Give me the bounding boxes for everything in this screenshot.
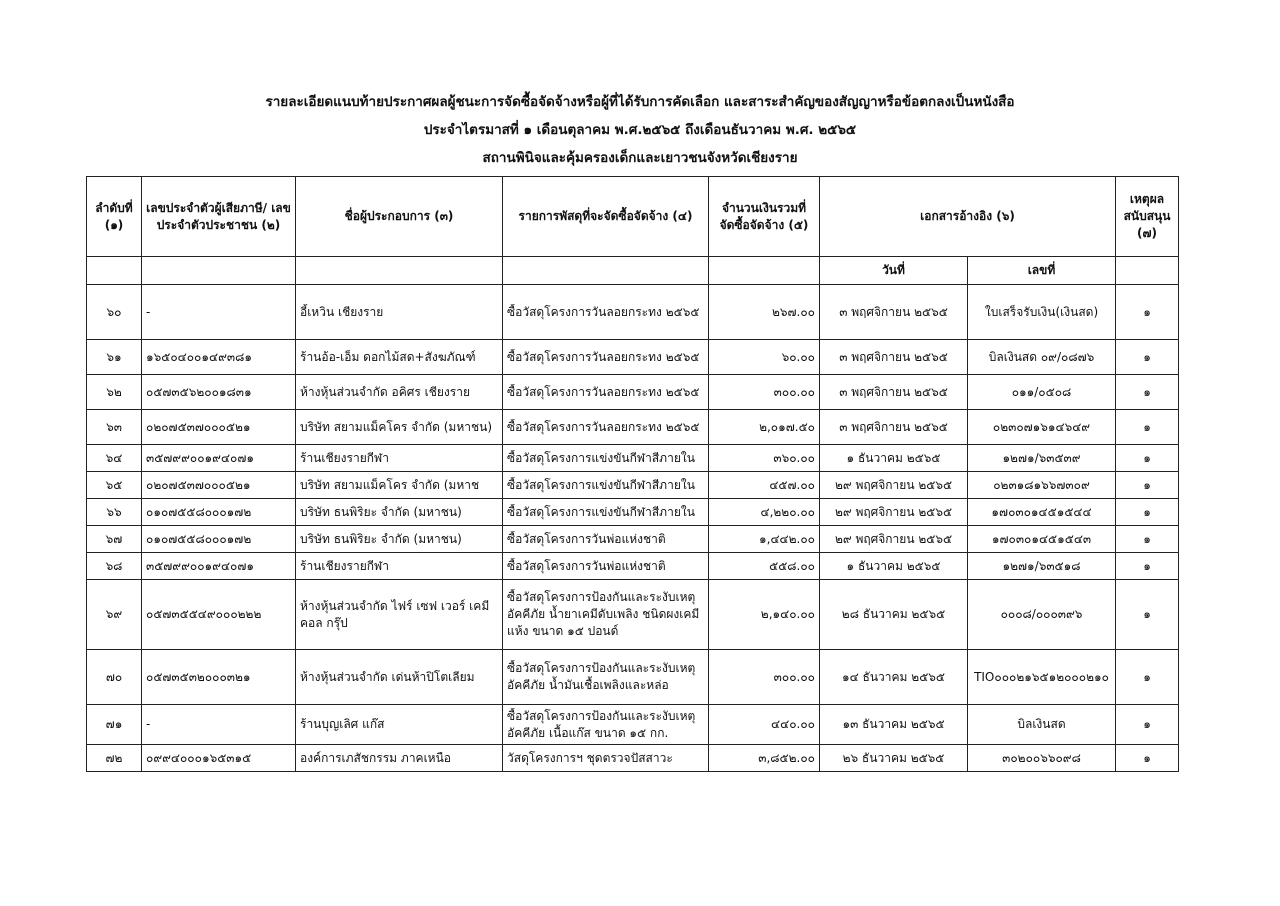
row-item-text: ซื้อวัสดุโครงการป้องกันและระงับเหตุอัคคีภัย น้ำยาเคมีดับเพลิง ชนิดผงเคมีแห้ง ขนาด ๑๕ ปอนด์ bbox=[507, 590, 700, 638]
row-ref-text: TIO๐๐๐๒๑๖๕๑๒๐๐๐๒๑๐ bbox=[974, 669, 1109, 684]
row-date bbox=[820, 650, 968, 705]
row-reason-text: ๑ bbox=[1143, 419, 1151, 434]
row-ref bbox=[968, 580, 1116, 650]
table-row bbox=[87, 340, 1179, 375]
header-blank bbox=[503, 257, 709, 285]
row-date-text: ๒๙ พฤศจิกายน ๒๕๖๕ bbox=[834, 477, 953, 492]
row-ref bbox=[968, 340, 1116, 375]
row-no-text: ๗๒ bbox=[105, 750, 123, 765]
header-reference: เอกสารอ้างอิง (๖) bbox=[820, 177, 1116, 257]
row-item-text: ซื้อวัสดุโครงการแข่งขันกีฬาสีภายใน bbox=[507, 504, 695, 519]
row-reason bbox=[1116, 553, 1179, 580]
row-vendor bbox=[296, 580, 503, 650]
row-no-text: ๖๖ bbox=[106, 504, 122, 519]
row-ref bbox=[968, 410, 1116, 445]
row-vendor bbox=[296, 375, 503, 410]
row-amount-text: ๓๐๐.๐๐ bbox=[773, 384, 815, 399]
row-amount-text: ๓,๘๕๒.๐๐ bbox=[758, 750, 815, 765]
row-ref bbox=[968, 472, 1116, 499]
row-no bbox=[87, 472, 142, 499]
row-ref bbox=[968, 745, 1116, 772]
row-reason bbox=[1116, 745, 1179, 772]
header-item: รายการพัสดุที่จะจัดซื้อจัดจ้าง (๔) bbox=[503, 177, 709, 257]
row-no bbox=[87, 410, 142, 445]
row-vendor-text: ห้างหุ้นส่วนจำกัด ไฟร์ เซฟ เวอร์ เคมีคอล กรุ๊ป bbox=[300, 598, 490, 630]
row-no-text: ๗๐ bbox=[105, 669, 123, 684]
row-date-text: ๒๙ พฤศจิกายน ๒๕๖๕ bbox=[834, 504, 953, 519]
row-amount bbox=[709, 472, 820, 499]
row-reason bbox=[1116, 705, 1179, 745]
row-tax-id bbox=[142, 553, 296, 580]
row-item bbox=[503, 285, 709, 340]
header-reason: เหตุผลสนับสนุน (๗) bbox=[1116, 177, 1179, 257]
table-row bbox=[87, 580, 1179, 650]
row-vendor-text: องค์การเภสัชกรรม ภาคเหนือ bbox=[300, 750, 452, 765]
row-item bbox=[503, 375, 709, 410]
row-amount bbox=[709, 745, 820, 772]
row-amount-text: ๔๔๐.๐๐ bbox=[771, 717, 815, 731]
header-sub-number: เลขที่ bbox=[968, 257, 1116, 285]
row-tax-id-text: ๐๒๐๗๕๓๗๐๐๐๕๒๑ bbox=[146, 477, 251, 492]
row-date-text: ๑๔ ธันวาคม ๒๕๖๕ bbox=[842, 669, 945, 684]
row-date-text: ๑๓ ธันวาคม ๒๕๖๕ bbox=[842, 717, 945, 731]
row-tax-id-text: ๐๑๐๗๕๕๘๐๐๐๑๗๒ bbox=[146, 531, 252, 546]
row-ref-text: ๓๐๒๐๐๖๖๐๙๘ bbox=[1002, 750, 1081, 765]
row-vendor bbox=[296, 472, 503, 499]
row-amount-text: ๓๖๐.๐๐ bbox=[773, 450, 815, 465]
row-tax-id-text: ๓๕๗๙๙๐๐๑๙๔๐๗๑ bbox=[146, 450, 254, 465]
row-amount bbox=[709, 526, 820, 553]
row-ref bbox=[968, 445, 1116, 472]
row-ref-text: ๑๗๐๓๐๑๔๕๑๕๔๔ bbox=[991, 504, 1092, 519]
row-vendor-text: ร้านเชียงรายกีฬา bbox=[300, 450, 389, 465]
row-tax-id bbox=[142, 445, 296, 472]
row-vendor bbox=[296, 650, 503, 705]
document-title-block bbox=[0, 88, 1280, 172]
header-no: ลำดับที่ (๑) bbox=[87, 177, 142, 257]
row-tax-id bbox=[142, 499, 296, 526]
row-reason-text: ๑ bbox=[1143, 504, 1151, 519]
row-reason bbox=[1116, 375, 1179, 410]
table-row bbox=[87, 410, 1179, 445]
row-vendor bbox=[296, 553, 503, 580]
row-tax-id bbox=[142, 410, 296, 445]
row-amount-text: ๖๐.๐๐ bbox=[781, 349, 815, 364]
row-ref bbox=[968, 499, 1116, 526]
row-item bbox=[503, 410, 709, 445]
row-reason-text: ๑ bbox=[1143, 717, 1151, 731]
row-tax-id-text: ๐๕๗๓๕๓๒๐๐๐๓๒๑ bbox=[146, 669, 251, 684]
table-row bbox=[87, 375, 1179, 410]
row-no-text: ๖๘ bbox=[105, 558, 123, 573]
row-item-text: ซื้อวัสดุโครงการวันพ่อแห่งชาติ bbox=[507, 531, 666, 546]
table-body bbox=[87, 285, 1179, 772]
row-amount-text: ๔,๒๒๐.๐๐ bbox=[760, 504, 815, 519]
row-amount-text: ๒๖๗.๐๐ bbox=[771, 304, 815, 319]
row-reason bbox=[1116, 526, 1179, 553]
row-ref-text: ๐๒๓๐๗๑๖๑๔๖๔๙ bbox=[992, 419, 1091, 434]
row-reason bbox=[1116, 340, 1179, 375]
table-row bbox=[87, 705, 1179, 745]
row-amount bbox=[709, 375, 820, 410]
row-item-text: ซื้อวัสดุโครงการแข่งขันกีฬาสีภายใน bbox=[507, 450, 695, 465]
row-date bbox=[820, 499, 968, 526]
row-reason bbox=[1116, 472, 1179, 499]
row-reason-text: ๑ bbox=[1143, 450, 1151, 465]
row-amount bbox=[709, 499, 820, 526]
row-date-text: ๑ ธันวาคม ๒๕๖๕ bbox=[846, 450, 941, 465]
row-date bbox=[820, 745, 968, 772]
row-item bbox=[503, 340, 709, 375]
row-no bbox=[87, 553, 142, 580]
row-vendor bbox=[296, 705, 503, 745]
table-row bbox=[87, 472, 1179, 499]
row-item-text: ซื้อวัสดุโครงการวันลอยกระทง ๒๕๖๕ bbox=[507, 419, 700, 434]
row-item bbox=[503, 580, 709, 650]
row-tax-id bbox=[142, 375, 296, 410]
row-vendor-text: ร้านเชียงรายกีฬา bbox=[300, 558, 389, 573]
row-date bbox=[820, 340, 968, 375]
row-item bbox=[503, 445, 709, 472]
row-vendor bbox=[296, 745, 503, 772]
row-no bbox=[87, 340, 142, 375]
row-no bbox=[87, 285, 142, 340]
header-blank bbox=[296, 257, 503, 285]
row-tax-id-text: ๐๑๐๗๕๕๘๐๐๐๑๗๒ bbox=[146, 504, 252, 519]
row-date bbox=[820, 526, 968, 553]
row-no-text: ๖๓ bbox=[106, 419, 122, 434]
row-tax-id-text: ๐๕๗๓๕๕๔๙๐๐๐๒๒๒ bbox=[146, 607, 262, 621]
row-vendor-text: บริษัท สยามแม็คโคร จำกัด (มหาชน) bbox=[300, 419, 493, 434]
row-vendor bbox=[296, 445, 503, 472]
row-no-text: ๗๑ bbox=[105, 717, 123, 731]
row-date-text: ๒๘ ธันวาคม ๒๕๖๕ bbox=[841, 607, 946, 621]
row-ref-text: ๐๑๑/๐๕๐๘ bbox=[1011, 384, 1072, 399]
row-item bbox=[503, 745, 709, 772]
row-reason bbox=[1116, 499, 1179, 526]
row-item-text: ซื้อวัสดุโครงการวันลอยกระทง ๒๕๖๕ bbox=[507, 384, 700, 399]
row-no bbox=[87, 745, 142, 772]
row-no-text: ๖๑ bbox=[106, 349, 122, 364]
row-reason-text: ๑ bbox=[1143, 477, 1151, 492]
row-no-text: ๖๔ bbox=[105, 450, 123, 465]
row-date bbox=[820, 445, 968, 472]
row-no-text: ๖๙ bbox=[105, 607, 123, 621]
header-sub-date: วันที่ bbox=[820, 257, 968, 285]
procurement-table bbox=[86, 176, 1179, 772]
table-row bbox=[87, 285, 1179, 340]
row-tax-id bbox=[142, 745, 296, 772]
row-ref-text: ๐๐๐๘/๐๐๐๓๙๖ bbox=[1000, 607, 1083, 621]
row-date-text: ๓ พฤศจิกายน ๒๕๖๕ bbox=[839, 349, 948, 364]
row-date-text: ๒๙ พฤศจิกายน ๒๕๖๕ bbox=[834, 531, 953, 546]
row-date bbox=[820, 285, 968, 340]
row-amount bbox=[709, 580, 820, 650]
table-row bbox=[87, 745, 1179, 772]
row-no-text: ๖๐ bbox=[106, 304, 122, 319]
row-amount-text: ๓๐๐.๐๐ bbox=[773, 669, 815, 684]
header-tax-id: เลขประจำตัวผู้เสียภาษี/ เลขประจำตัวประชาชน (๒) bbox=[142, 177, 296, 257]
row-tax-id-text: ๐๒๐๗๕๓๗๐๐๐๕๒๑ bbox=[146, 419, 251, 434]
row-reason bbox=[1116, 650, 1179, 705]
row-ref-text: บิลเงินสด ๐๙/๐๘๗๖ bbox=[988, 349, 1095, 364]
row-reason bbox=[1116, 445, 1179, 472]
row-vendor-text: ร้านอ้อ-เอ็ม ดอกไม้สด+สังฆภัณฑ์ bbox=[300, 349, 476, 364]
row-ref-text: ใบเสร็จรับเงิน(เงินสด) bbox=[984, 304, 1099, 319]
row-no bbox=[87, 375, 142, 410]
table-row bbox=[87, 650, 1179, 705]
row-vendor-text: ห้างหุ้นส่วนจำกัด อคิศร เชียงราย bbox=[300, 384, 470, 399]
row-date-text: ๒๖ ธันวาคม ๒๕๖๕ bbox=[842, 750, 945, 765]
row-ref-text: ๑๗๐๓๐๑๔๕๑๕๔๓ bbox=[991, 531, 1092, 546]
row-no bbox=[87, 445, 142, 472]
row-item bbox=[503, 472, 709, 499]
row-reason bbox=[1116, 285, 1179, 340]
row-amount bbox=[709, 340, 820, 375]
row-tax-id bbox=[142, 580, 296, 650]
row-tax-id bbox=[142, 285, 296, 340]
header-blank bbox=[142, 257, 296, 285]
row-date bbox=[820, 375, 968, 410]
row-date-text: ๓ พฤศจิกายน ๒๕๖๕ bbox=[839, 419, 948, 434]
row-amount bbox=[709, 553, 820, 580]
row-ref bbox=[968, 526, 1116, 553]
title-line-1: รายละเอียดแนบท้ายประกาศผลผู้ชนะการจัดซื้อจัดจ้างหรือผู้ที่ได้รับการคัดเลือก และสาระสำคัญของสัญญาหรือข้อตกลงเป็นหนังสือ bbox=[265, 94, 1015, 110]
table-row bbox=[87, 526, 1179, 553]
row-reason bbox=[1116, 410, 1179, 445]
table-row bbox=[87, 445, 1179, 472]
row-reason bbox=[1116, 580, 1179, 650]
row-reason-text: ๑ bbox=[1143, 349, 1151, 364]
header-blank bbox=[87, 257, 142, 285]
row-amount-text: ๕๕๘.๐๐ bbox=[769, 558, 815, 573]
row-date bbox=[820, 472, 968, 499]
row-tax-id bbox=[142, 705, 296, 745]
row-tax-id bbox=[142, 526, 296, 553]
row-reason-text: ๑ bbox=[1143, 558, 1151, 573]
row-reason-text: ๑ bbox=[1143, 607, 1151, 621]
row-tax-id bbox=[142, 650, 296, 705]
row-no-text: ๖๕ bbox=[105, 477, 123, 492]
row-item-text: ซื้อวัสดุโครงการวันลอยกระทง ๒๕๖๕ bbox=[507, 304, 700, 319]
row-vendor-text: บริษัท สยามแม็คโคร จำกัด (มหาช bbox=[300, 477, 480, 492]
row-item-text: ซื้อวัสดุโครงการแข่งขันกีฬาสีภายใน bbox=[507, 477, 695, 492]
row-ref bbox=[968, 285, 1116, 340]
row-ref-text: ๑๒๗๑/๖๓๕๑๘ bbox=[1002, 558, 1081, 573]
header-amount: จำนวนเงินรวมที่ จัดซื้อจัดจ้าง (๕) bbox=[709, 177, 820, 257]
row-item bbox=[503, 526, 709, 553]
row-ref-text: ๑๒๗๑/๖๓๕๓๙ bbox=[1002, 450, 1081, 465]
row-item-text: ซื้อวัสดุโครงการวันพ่อแห่งชาติ bbox=[507, 558, 666, 573]
row-reason-text: ๑ bbox=[1143, 531, 1151, 546]
row-date bbox=[820, 553, 968, 580]
row-tax-id-text: ๐๕๗๓๕๖๒๐๐๑๘๓๑ bbox=[146, 384, 252, 399]
row-date-text: ๓ พฤศจิกายน ๒๕๖๕ bbox=[839, 304, 948, 319]
row-reason-text: ๑ bbox=[1143, 669, 1151, 684]
row-reason-text: ๑ bbox=[1143, 750, 1151, 765]
row-amount bbox=[709, 705, 820, 745]
row-date bbox=[820, 580, 968, 650]
row-ref bbox=[968, 553, 1116, 580]
row-no bbox=[87, 499, 142, 526]
row-amount bbox=[709, 285, 820, 340]
row-ref bbox=[968, 705, 1116, 745]
row-amount-text: ๒,๐๑๗.๕๐ bbox=[759, 419, 815, 434]
row-vendor bbox=[296, 410, 503, 445]
row-ref bbox=[968, 650, 1116, 705]
row-vendor-text: บริษัท ธนพิริยะ จำกัด (มหาชน) bbox=[300, 531, 462, 546]
row-date-text: ๓ พฤศจิกายน ๒๕๖๕ bbox=[839, 384, 948, 399]
header-vendor: ชื่อผู้ประกอบการ (๓) bbox=[296, 177, 503, 257]
row-date-text: ๑ ธันวาคม ๒๕๖๕ bbox=[846, 558, 941, 573]
row-vendor bbox=[296, 285, 503, 340]
row-tax-id-text: ๓๕๗๙๙๐๐๑๙๔๐๗๑ bbox=[146, 558, 254, 573]
row-no-text: ๖๒ bbox=[106, 384, 122, 399]
row-ref-text: ๐๒๓๑๘๑๖๖๗๓๐๙ bbox=[993, 477, 1090, 492]
table-row bbox=[87, 553, 1179, 580]
row-no bbox=[87, 526, 142, 553]
table-row bbox=[87, 499, 1179, 526]
row-item bbox=[503, 650, 709, 705]
row-date bbox=[820, 705, 968, 745]
row-tax-id-text: ๐๙๙๔๐๐๐๑๖๕๓๑๕ bbox=[146, 750, 252, 765]
row-tax-id-text: ๑๖๕๐๔๐๐๑๔๙๓๘๑ bbox=[146, 349, 252, 364]
row-reason-text: ๑ bbox=[1143, 384, 1151, 399]
row-tax-id bbox=[142, 472, 296, 499]
row-item-text: ซื้อวัสดุโครงการป้องกันและระงับเหตุอัคคีภัย เนื้อแก๊ส ขนาด ๑๕ กก. bbox=[507, 708, 696, 740]
row-reason-text: ๑ bbox=[1143, 304, 1151, 319]
title-line-2: ประจำไตรมาสที่ ๑ เดือนตุลาคม พ.ศ.๒๕๖๕ ถึงเดือนธันวาคม พ.ศ. ๒๕๖๕ bbox=[423, 122, 857, 138]
row-amount bbox=[709, 445, 820, 472]
header-blank bbox=[1116, 257, 1179, 285]
row-no bbox=[87, 705, 142, 745]
row-vendor-text: บริษัท ธนพิริยะ จำกัด (มหาชน) bbox=[300, 504, 462, 519]
row-vendor-text: อี้เหวิน เชียงราย bbox=[300, 304, 384, 319]
row-tax-id-text: - bbox=[146, 304, 151, 319]
row-vendor bbox=[296, 340, 503, 375]
row-tax-id-text: - bbox=[146, 717, 151, 731]
row-item bbox=[503, 705, 709, 745]
row-amount-text: ๑,๔๔๒.๐๐ bbox=[759, 531, 815, 546]
row-amount bbox=[709, 410, 820, 445]
row-item bbox=[503, 499, 709, 526]
row-amount bbox=[709, 650, 820, 705]
row-amount-text: ๒,๑๔๐.๐๐ bbox=[760, 607, 815, 621]
row-vendor bbox=[296, 499, 503, 526]
row-item-text: ซื้อวัสดุโครงการป้องกันและระงับเหตุอัคคีภัย น้ำมันเชื้อเพลิงและหล่อ bbox=[507, 661, 696, 692]
row-vendor-text: ร้านบุญเลิศ แก๊ส bbox=[300, 717, 385, 731]
header-blank bbox=[709, 257, 820, 285]
row-date bbox=[820, 410, 968, 445]
row-no-text: ๖๗ bbox=[105, 531, 123, 546]
row-item-text: ซื้อวัสดุโครงการวันลอยกระทง ๒๕๖๕ bbox=[507, 349, 700, 364]
title-line-3: สถานพินิจและคุ้มครองเด็กและเยาวชนจังหวัดเชียงราย bbox=[482, 150, 798, 166]
row-ref bbox=[968, 375, 1116, 410]
row-no bbox=[87, 650, 142, 705]
row-amount-text: ๔๕๗.๐๐ bbox=[769, 477, 815, 492]
row-item bbox=[503, 553, 709, 580]
row-vendor bbox=[296, 526, 503, 553]
row-item-text: วัสดุโครงการฯ ชุดตรวจปัสสาวะ bbox=[507, 750, 673, 765]
row-tax-id bbox=[142, 340, 296, 375]
row-no bbox=[87, 580, 142, 650]
row-ref-text: บิลเงินสด bbox=[1017, 717, 1066, 731]
row-vendor-text: ห้างหุ้นส่วนจำกัด เด่นห้าปิโตเลียม bbox=[300, 669, 475, 684]
